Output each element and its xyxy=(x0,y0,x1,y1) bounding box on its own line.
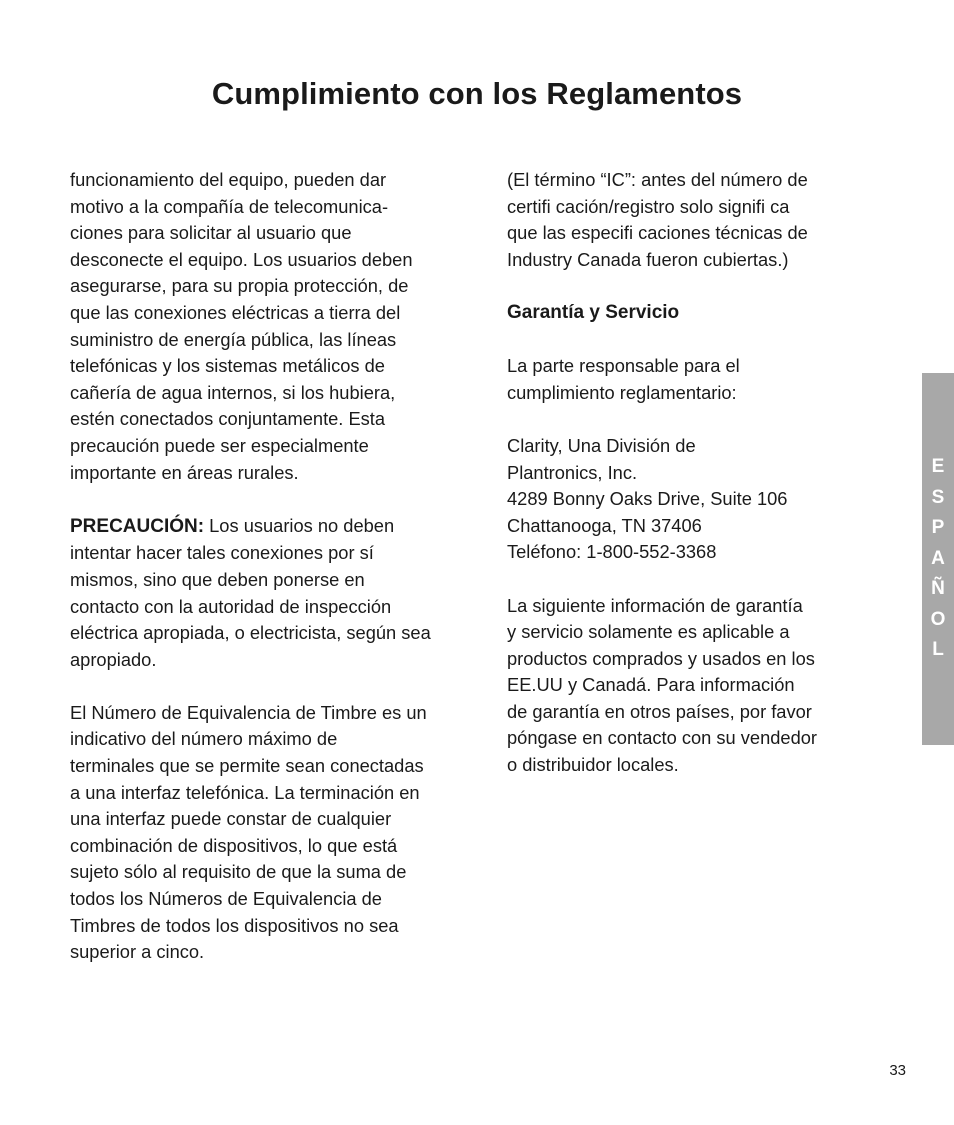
address-line: 4289 Bonny Oaks Drive, Suite 106 xyxy=(507,488,788,510)
text-line: que las especifi caciones técnicas de xyxy=(507,222,808,244)
text-line: eléctrica apropiada, o electricista, según sea xyxy=(70,622,431,644)
address-line: Chattanooga, TN 37406 xyxy=(507,514,702,536)
text-line: asegurarse, para su propia protección, de xyxy=(70,275,409,297)
text-line: suministro de energía pública, las líneas xyxy=(70,328,397,350)
text-line: precaución puede ser especialmente xyxy=(70,434,369,456)
right-column xyxy=(507,167,837,779)
page-number: 33 xyxy=(889,1062,906,1079)
text-line: una interfaz puede constar de cualquier xyxy=(70,808,392,830)
text-line: que las conexiones eléctricas a tierra del xyxy=(70,301,401,323)
text-line: Industry Canada fueron cubiertas.) xyxy=(507,248,789,270)
text-line: funcionamiento del equipo, pueden dar xyxy=(70,169,387,190)
page-title: Cumplimiento con los Reglamentos xyxy=(211,76,743,111)
text-line: La parte responsable para el xyxy=(507,355,740,377)
text-line: y servicio solamente es aplicable a xyxy=(507,621,790,643)
language-tab-letter: P xyxy=(931,517,945,539)
language-tab-letter: E xyxy=(931,456,945,478)
phone-line: Teléfono: 1-800-552-3368 xyxy=(507,541,717,563)
warranty-heading: Garantía y Servicio xyxy=(507,301,680,323)
text-line: superior a cinco. xyxy=(70,941,205,963)
grounding-paragraph xyxy=(70,167,450,486)
text-line: estén conectados conjuntamente. Esta xyxy=(70,408,386,430)
address-block xyxy=(507,433,837,566)
text-line: motivo a la compañía de telecomunica- xyxy=(70,195,389,217)
warranty-paragraph xyxy=(507,593,837,779)
text-line: intentar hacer tales conexiones por sí xyxy=(70,542,374,564)
text-line: La siguiente información de garantía xyxy=(507,594,803,616)
text-line: EE.UU y Canadá. Para información xyxy=(507,674,795,696)
text-line: todos los Números de Equivalencia de xyxy=(70,888,382,910)
text-line: combinación de dispositivos, lo que está xyxy=(70,834,398,856)
text-line: desconecte el equipo. Los usuarios deben xyxy=(70,248,413,270)
language-tab-letter: A xyxy=(931,547,945,569)
left-column xyxy=(70,167,450,966)
text-line: ciones para solicitar al usuario que xyxy=(70,222,352,244)
text-line: de garantía en otros países, por favor xyxy=(507,700,812,722)
text-line: Timbres de todos los dispositivos no sea xyxy=(70,914,399,936)
text-line: indicativo del número máximo de xyxy=(70,728,338,750)
address-line: Plantronics, Inc. xyxy=(507,461,638,483)
text-line: importante en áreas rurales. xyxy=(70,461,299,483)
text-line: productos comprados y usados en los xyxy=(507,647,815,669)
text-line: El Número de Equivalencia de Timbre es un xyxy=(70,701,427,723)
ren-paragraph xyxy=(70,700,450,966)
language-tab-letter: L xyxy=(932,639,944,661)
text-line: apropiado. xyxy=(70,648,157,670)
text-line: cumplimiento reglamentario: xyxy=(507,381,737,403)
text-line: terminales que se permite sean conectadas xyxy=(70,755,424,777)
text-line: o distribuidor locales. xyxy=(507,754,679,776)
text-line: certifi cación/registro solo signifi ca xyxy=(507,195,790,217)
language-tab-letter: O xyxy=(930,608,946,630)
caution-first-text: Los usuarios no deben xyxy=(204,514,395,536)
language-tab-espanol xyxy=(922,373,954,745)
caution-label: PRECAUCIÓN: xyxy=(70,515,205,537)
text-line: póngase en contacto con su vendedor xyxy=(507,727,817,749)
address-line: Clarity, Una División de xyxy=(507,434,696,456)
caution-first-line xyxy=(70,513,450,541)
responsible-party-paragraph xyxy=(507,353,837,406)
language-tab-letter: Ñ xyxy=(931,578,945,600)
language-tab-letter: S xyxy=(931,486,945,508)
caution-paragraph xyxy=(70,513,450,674)
text-line: a una interfaz telefónica. La terminación en xyxy=(70,781,420,803)
text-line: (El término “IC”: antes del número de xyxy=(507,169,808,190)
text-line: telefónicas y los sistemas metálicos de xyxy=(70,355,385,377)
ic-note-paragraph xyxy=(507,167,837,273)
text-line: contacto con la autoridad de inspección xyxy=(70,595,392,617)
text-line: cañería de agua internos, si los hubiera, xyxy=(70,381,396,403)
text-line: mismos, sino que deben ponerse en xyxy=(70,568,365,590)
section-heading xyxy=(507,300,837,327)
text-line: sujeto sólo al requisito de que la suma de xyxy=(70,861,407,883)
